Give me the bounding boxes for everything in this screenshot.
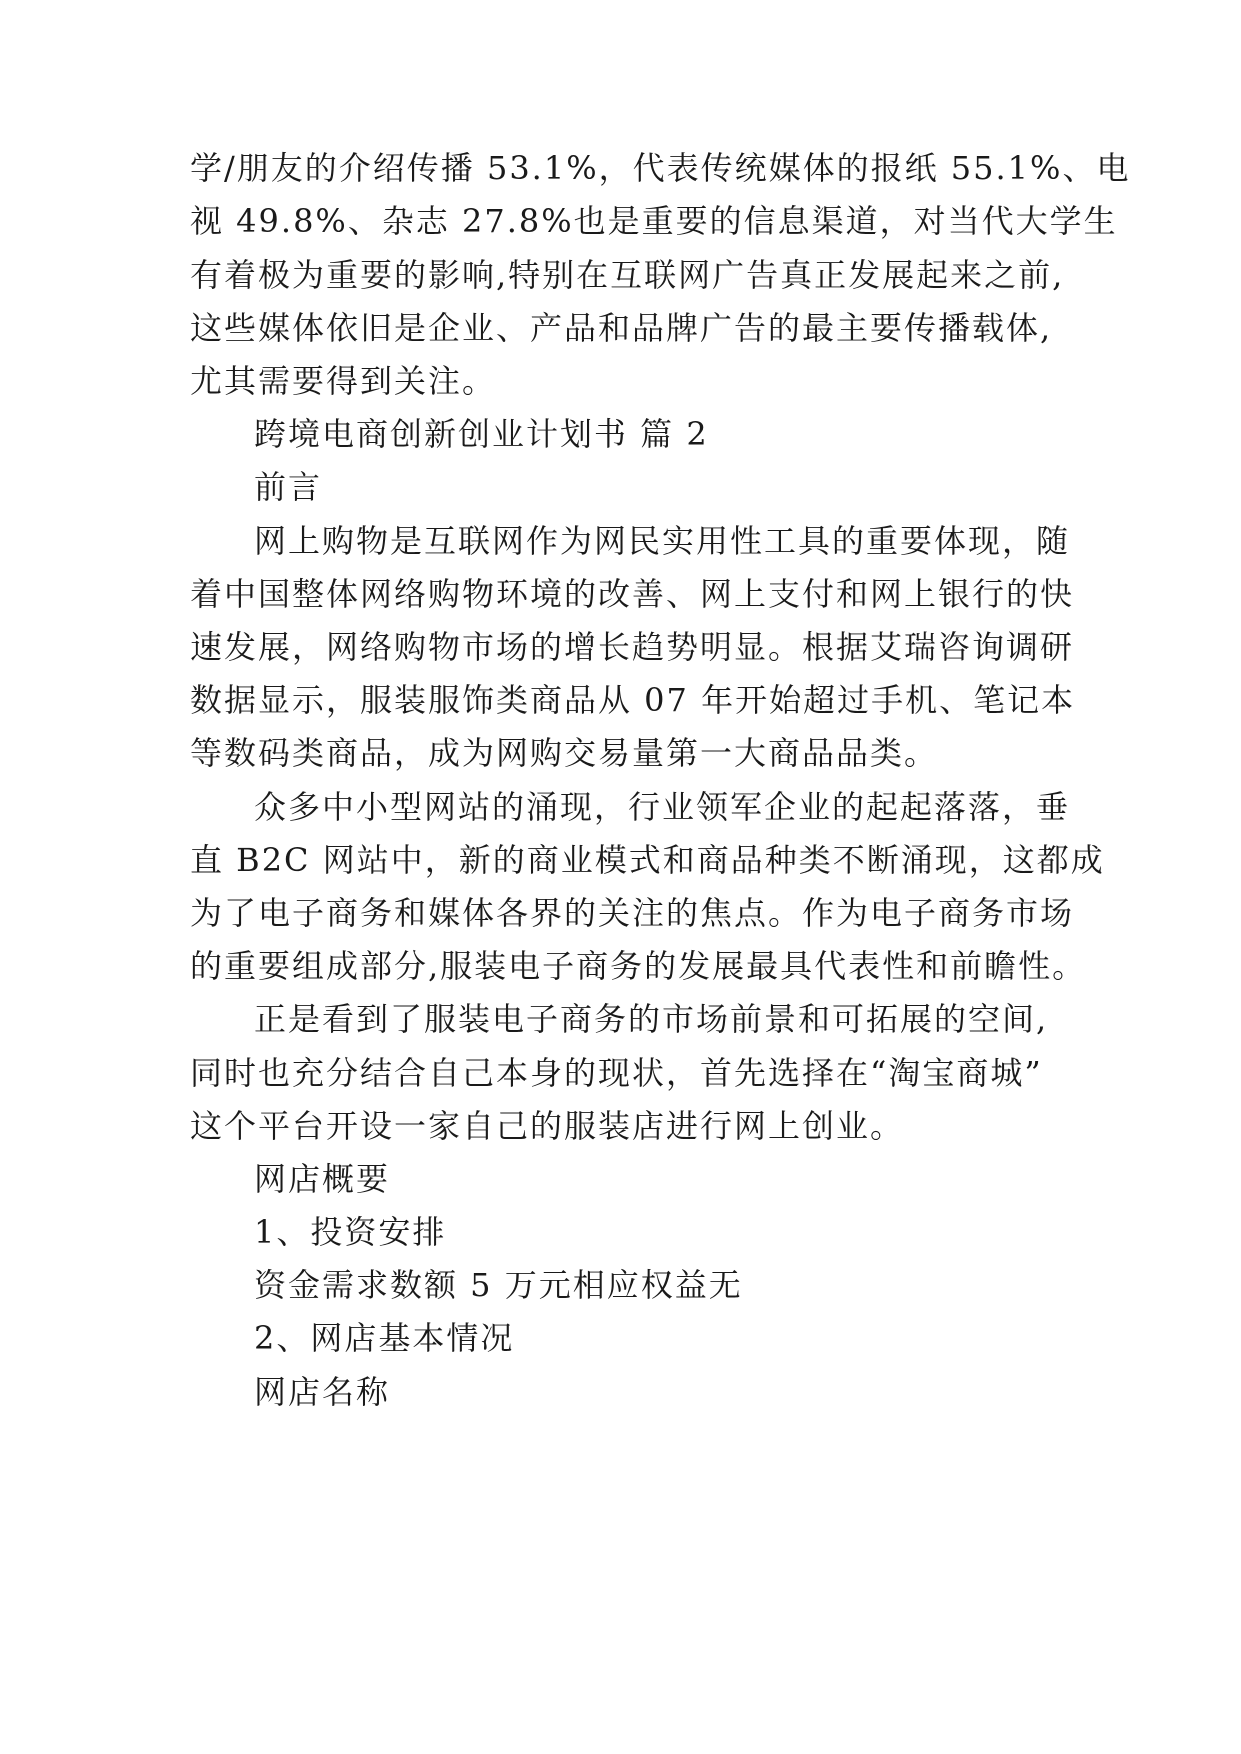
- text-line: 为了电子商务和媒体各界的关注的焦点。作为电子商务市场: [190, 894, 1075, 932]
- text-line: 学/朋友的介绍传播 53.1%，代表传统媒体的报纸 55.1%、电: [190, 149, 1131, 187]
- text-line: 这些媒体依旧是企业、产品和品牌广告的最主要传播载体,: [190, 309, 1053, 347]
- text-line: 同时也充分结合自己本身的现状，首先选择在“淘宝商城”: [190, 1054, 1043, 1092]
- text-line: 视 49.8%、杂志 27.8%也是重要的信息渠道，对当代大学生: [190, 202, 1118, 240]
- text-line: 速发展，网络购物市场的增长趋势明显。根据艾瑞咨询调研: [190, 628, 1075, 666]
- text-line: 数据显示，服装服饰类商品从 07 年开始超过手机、笔记本: [190, 681, 1076, 719]
- text-line: 尤其需要得到关注。: [190, 362, 497, 400]
- text-line: 着中国整体网络购物环境的改善、网上支付和网上银行的快: [190, 575, 1075, 613]
- list-item-store-info: 2、网店基本情况: [254, 1319, 515, 1357]
- subheading-preface: 前言: [254, 468, 323, 506]
- text-line: 的重要组成部分,服装电子商务的发展最具代表性和前瞻性。: [190, 947, 1087, 985]
- text-line: 有着极为重要的影响,特别在互联网广告真正发展起来之前,: [190, 256, 1065, 294]
- list-item-investment: 1、投资安排: [254, 1213, 447, 1251]
- text-line: 等数码类商品，成为网购交易量第一大商品品类。: [190, 734, 939, 772]
- text-line: 直 B2C 网站中，新的商业模式和商品种类不断涌现，这都成: [190, 841, 1105, 879]
- text-line: 网上购物是互联网作为网民实用性工具的重要体现，随: [254, 522, 1071, 560]
- text-line: 众多中小型网站的涌现，行业领军企业的起起落落，垂: [254, 788, 1071, 826]
- text-line: 这个平台开设一家自己的服装店进行网上创业。: [190, 1107, 905, 1145]
- text-line: 正是看到了服装电子商务的市场前景和可拓展的空间,: [254, 1000, 1049, 1038]
- text-line: 资金需求数额 5 万元相应权益无: [254, 1266, 743, 1304]
- subheading-overview: 网店概要: [254, 1160, 391, 1198]
- text-line: 网店名称: [254, 1373, 391, 1411]
- section-heading: 跨境电商创新创业计划书 篇 2: [254, 415, 709, 453]
